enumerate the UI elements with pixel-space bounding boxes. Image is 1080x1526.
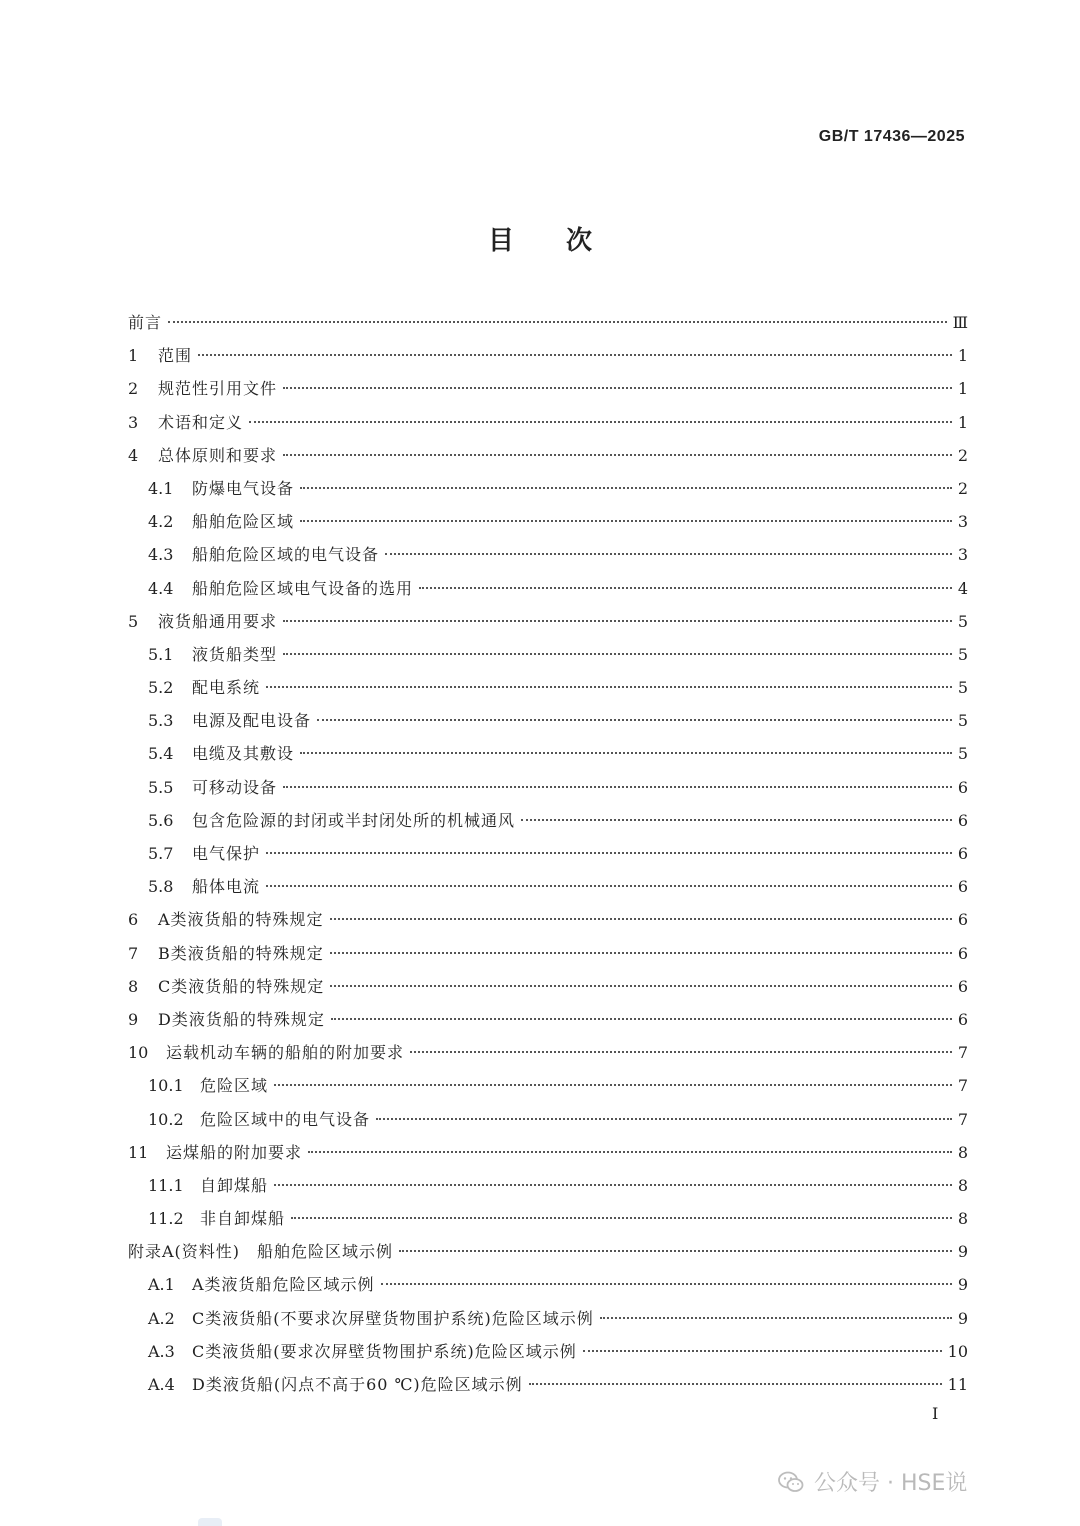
toc-entry[interactable] [128,1069,968,1102]
toc-entry-page: 11 [947,1375,968,1394]
toc-leader-dots [283,387,952,389]
toc-entry-number: 4.3 [148,545,174,565]
toc-entry-page: 6 [957,844,968,863]
toc-leader-dots [330,918,952,920]
toc-entry-title: 附录A(资料性) 船舶危险区域示例 [128,1242,394,1262]
toc-entry-number: A.3 [148,1341,175,1361]
toc-leader-dots [376,1118,952,1120]
toc-leader-dots [283,620,952,622]
toc-entry-title: 规范性引用文件 [158,379,278,399]
page-title: 目次 [487,226,644,256]
toc-entry[interactable] [128,505,968,538]
scan-corner-mark [198,1518,222,1526]
toc-entry-number: 4.1 [148,478,174,498]
toc-entry-title: 船舶危险区域 [192,512,295,532]
toc-entry[interactable] [128,1268,968,1301]
toc-entry[interactable] [128,472,968,505]
toc-entry-page: 9 [957,1308,968,1328]
toc-entry-page: 1 [957,412,968,432]
toc-entry[interactable] [128,1368,968,1401]
toc-entry-number: 7 [128,943,139,963]
toc-entry-number: 3 [128,412,139,432]
toc-entry[interactable] [128,372,968,405]
toc-entry-title: 术语和定义 [158,412,244,432]
toc-entry[interactable] [128,1103,968,1136]
toc-entry-number: 4 [128,445,139,465]
toc-entry-title: D类液货船(闪点不高于60 ℃)危险区域示例 [192,1375,523,1394]
toc-entry-page: 6 [957,1009,968,1029]
toc-entry[interactable] [128,1036,968,1069]
toc-entry[interactable] [128,1235,968,1268]
toc-entry[interactable] [128,638,968,671]
toc-leader-dots [529,1383,942,1385]
toc-leader-dots [300,487,952,489]
toc-entry-number: 10.2 [148,1109,184,1129]
toc-entry-page: 5 [957,678,968,698]
toc-entry[interactable] [128,1335,968,1368]
toc-entry-page: 10 [947,1341,968,1361]
toc-leader-dots [300,752,952,754]
wechat-icon [778,1471,804,1493]
toc-entry-number: A.4 [148,1375,175,1394]
toc-entry-number: 5.7 [148,844,174,863]
toc-entry-page: 7 [957,1109,968,1129]
toc-entry-page: 7 [957,1043,968,1063]
toc-entry-title: 自卸煤船 [200,1175,269,1195]
toc-entry-page: 6 [957,877,968,897]
toc-entry-title: 配电系统 [192,678,261,698]
toc-entry-title: 液货船类型 [192,644,278,664]
toc-entry-title: C类液货船(要求次屏壁货物围护系统)危险区域示例 [192,1341,577,1361]
toc-leader-dots [266,686,952,688]
toc-leader-dots [274,1184,952,1186]
toc-entry-title: 电缆及其敷设 [192,744,295,764]
watermark [778,1466,967,1497]
toc-entry-title: D类液货船的特殊规定 [158,1009,325,1029]
toc-entry-title: 可移动设备 [192,777,278,797]
toc-entry-page: 6 [957,777,968,797]
toc-entry-title: B类液货船的特殊规定 [158,943,324,963]
toc-entry-title: 前言 [128,313,163,332]
toc-entry[interactable] [128,704,968,737]
toc-entry-number: 10.1 [148,1076,184,1096]
toc-entry-title: 危险区域 [200,1076,269,1096]
toc-leader-dots [399,1250,952,1252]
toc-entry-page: 3 [957,512,968,532]
toc-entry-page: 5 [957,611,968,631]
page-number: I [932,1404,939,1423]
toc-entry-number: 4.4 [148,578,174,598]
toc-entry-title: 运载机动车辆的船舶的附加要求 [166,1043,405,1063]
toc-entry-page: Ⅲ [952,313,968,332]
toc-entry-number: 5 [128,611,139,631]
toc-entry-page: 4 [957,578,968,598]
toc-entry-title: C类液货船的特殊规定 [158,976,325,996]
toc-entry-page: 1 [957,346,968,366]
toc-entry[interactable] [128,572,968,605]
toc-entry-page: 5 [957,711,968,731]
toc-entry-number: 5.5 [148,777,174,797]
toc-entry-title: 防爆电气设备 [192,478,295,498]
toc-entry-number: 10 [128,1043,149,1063]
toc-entry-title: 船舶危险区域电气设备的选用 [192,578,414,598]
toc-entry[interactable] [128,306,968,339]
toc-entry-number: 2 [128,379,139,399]
toc-leader-dots [266,885,952,887]
toc-entry-number: A.2 [148,1308,175,1328]
toc-entry-page: 8 [957,1209,968,1229]
toc-entry-title: 范围 [158,346,193,366]
toc-entry-number: 1 [128,346,139,366]
table-of-contents [128,306,968,1401]
toc-entry[interactable] [128,1003,968,1036]
toc-leader-dots [330,952,952,954]
toc-entry-number: 5.3 [148,711,174,731]
toc-leader-dots [274,1084,952,1086]
toc-entry-title: 包含危险源的封闭或半封闭处所的机械通风 [192,810,516,830]
toc-entry-number: 5.2 [148,678,174,698]
toc-entry[interactable] [128,605,968,638]
toc-entry[interactable] [128,737,968,770]
toc-entry-title: C类液货船(不要求次屏壁货物围护系统)危险区域示例 [192,1308,594,1328]
toc-entry-page: 6 [957,943,968,963]
toc-leader-dots [308,1151,952,1153]
toc-entry-number: 5.8 [148,877,174,897]
toc-entry[interactable] [128,870,968,903]
toc-entry[interactable] [128,903,968,936]
toc-entry[interactable] [128,1169,968,1202]
toc-entry-number: 11.2 [148,1209,184,1229]
toc-entry-number: A.1 [148,1275,175,1295]
toc-entry-title: 电气保护 [192,844,261,863]
toc-entry-title: 船舶危险区域的电气设备 [192,545,380,565]
toc-entry-number: 11 [128,1142,149,1162]
toc-entry-page: 5 [957,644,968,664]
toc-leader-dots [198,354,952,356]
toc-entry[interactable] [128,1302,968,1335]
watermark-text: 公众号 · HSE说 [814,1471,968,1496]
toc-entry[interactable] [128,671,968,704]
toc-entry-number: 5.6 [148,810,174,830]
toc-entry-number: 6 [128,910,139,930]
toc-entry-title: 非自卸煤船 [200,1209,286,1229]
toc-entry[interactable] [128,837,968,870]
toc-entry-page: 6 [957,810,968,830]
toc-entry[interactable] [128,538,968,571]
toc-entry-page: 2 [957,478,968,498]
toc-leader-dots [249,421,952,423]
toc-leader-dots [283,653,952,655]
toc-entry[interactable] [128,1202,968,1235]
toc-leader-dots [381,1283,952,1285]
toc-entry-page: 6 [957,910,968,930]
toc-entry-page: 6 [957,976,968,996]
toc-leader-dots [168,321,947,323]
toc-entry-number: 9 [128,1009,139,1029]
toc-leader-dots [410,1051,952,1053]
toc-entry-title: 总体原则和要求 [158,445,278,465]
toc-leader-dots [266,852,952,854]
toc-entry-page: 7 [957,1076,968,1096]
toc-entry-number: 11.1 [148,1175,184,1195]
toc-entry-page: 9 [957,1275,968,1295]
toc-entry-page: 1 [957,379,968,399]
toc-leader-dots [521,819,952,821]
toc-entry-page: 8 [957,1175,968,1195]
toc-entry[interactable] [128,937,968,970]
toc-entry-page: 5 [957,744,968,764]
toc-leader-dots [600,1317,952,1319]
toc-entry-number: 5.4 [148,744,174,764]
toc-leader-dots [317,719,952,721]
toc-entry-number: 8 [128,976,139,996]
toc-entry-page: 3 [957,545,968,565]
toc-entry-page: 8 [957,1142,968,1162]
toc-entry[interactable] [128,406,968,439]
toc-leader-dots [385,553,952,555]
toc-entry-page: 2 [957,445,968,465]
toc-entry[interactable] [128,339,968,372]
toc-entry[interactable] [128,970,968,1003]
toc-leader-dots [330,985,952,987]
toc-entry[interactable] [128,439,968,472]
document-code: GB/T 17436—2025 [818,128,965,145]
toc-entry-title: A类液货船的特殊规定 [158,910,324,930]
toc-entry[interactable] [128,804,968,837]
toc-entry-title: 液货船通用要求 [158,611,278,631]
toc-entry[interactable] [128,771,968,804]
toc-entry-title: 船体电流 [192,877,261,897]
toc-entry-title: A类液货船危险区域示例 [192,1275,375,1295]
toc-entry-page: 9 [957,1242,968,1262]
toc-entry-title: 电源及配电设备 [192,711,312,731]
toc-leader-dots [283,786,952,788]
toc-leader-dots [283,454,952,456]
toc-entry-title: 危险区域中的电气设备 [200,1109,371,1129]
toc-leader-dots [291,1217,952,1219]
toc-leader-dots [300,520,952,522]
toc-leader-dots [583,1350,942,1352]
toc-entry[interactable] [128,1136,968,1169]
toc-entry-number: 4.2 [148,512,174,532]
toc-leader-dots [419,587,952,589]
toc-entry-title: 运煤船的附加要求 [166,1142,303,1162]
toc-leader-dots [331,1018,952,1020]
toc-entry-number: 5.1 [148,644,174,664]
